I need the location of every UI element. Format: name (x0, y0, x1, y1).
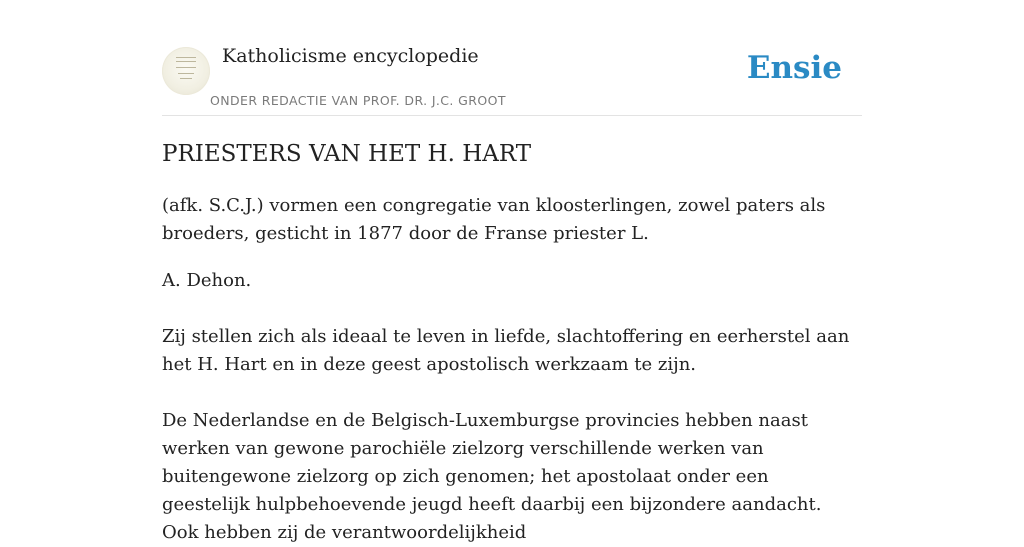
book-subtitle: ONDER REDACTIE VAN PROF. DR. J.C. GROOT (210, 93, 506, 108)
entry-paragraph: Zij stellen zich als ideaal te leven in liefde, slachtoffering en eerherstel aan het H. Hart en in deze geest apostolisch werkzaam te zijn. (162, 326, 850, 375)
brand-logo[interactable]: Ensie (746, 50, 842, 86)
header (162, 40, 862, 116)
entry-paragraph: A. Dehon. (162, 270, 252, 291)
entry-paragraph: (afk. S.C.J.) vormen een congregatie van kloosterlingen, zowel paters als broeders, gesticht in 1877 door de Franse priester L. (162, 195, 826, 244)
entry-title: PRIESTERS VAN HET H. HART (162, 141, 532, 167)
book-title[interactable]: Katholicisme encyclopedie (222, 45, 479, 67)
entry-paragraph: De Nederlandse en de Belgisch-Luxemburgse provincies hebben naast werken van gewone parochiële zielzorg verschillende werken van buitengewone zielzorg op zich genomen; het apostolaat onder een geestelijk hulpbehoevende jeugd heeft daarbij een bijzondere aandacht. Ook hebben zij de verantwoordelijkheid (162, 410, 822, 543)
page (162, 0, 862, 543)
book-cover-image[interactable] (162, 47, 210, 95)
